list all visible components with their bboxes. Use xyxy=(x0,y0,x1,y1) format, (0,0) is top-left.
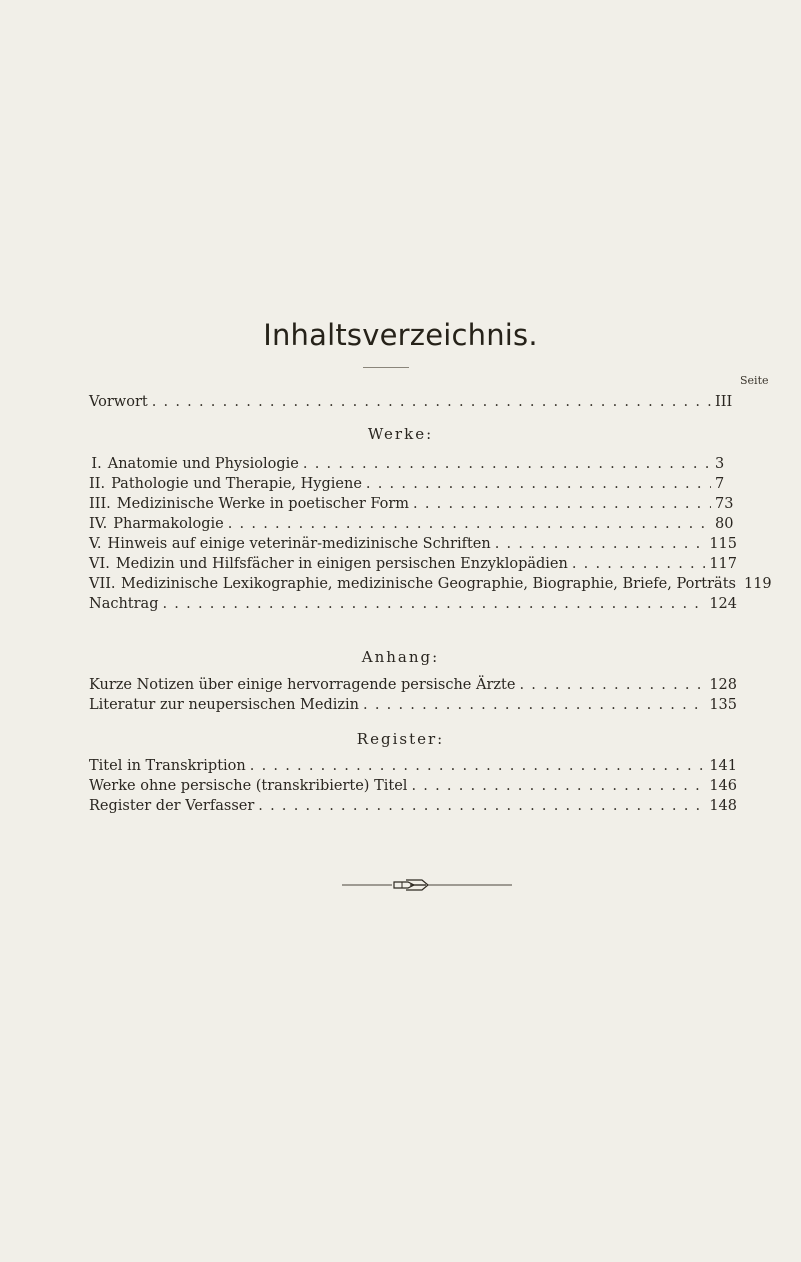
leader-dots xyxy=(228,514,711,534)
toc-entry-vorwort xyxy=(89,392,737,412)
toc-entry-label: Medizinische Werke in poetischer Form xyxy=(116,496,410,512)
leader-dots xyxy=(258,796,705,816)
toc-entry-label: Werke ohne persische (transkribierte) Titel xyxy=(89,778,408,794)
toc-entry xyxy=(89,574,772,594)
toc-entry-number: II. xyxy=(89,476,106,492)
toc-entry xyxy=(89,675,737,695)
page-title: Inhaltsverzeichnis. xyxy=(263,318,538,352)
toc-entry-page: 117 xyxy=(709,556,737,572)
toc-entry-label: Hinweis auf einige veterinär-medizinische Schriften xyxy=(107,536,491,552)
toc-entry-label: Medizinische Lexikographie, medizinische Geographie, Biographie, Briefe, Porträts xyxy=(121,576,736,592)
toc-entry-page: 146 xyxy=(709,778,737,794)
toc-entry-page: 135 xyxy=(709,697,737,713)
leader-dots xyxy=(413,494,711,514)
toc-entry-number: V. xyxy=(89,536,102,552)
toc-entry xyxy=(89,695,737,715)
toc-entry-label: Register der Verfasser xyxy=(89,798,255,814)
toc-entry xyxy=(89,514,737,534)
toc-entry-label: Kurze Notizen über einige hervorragende persische Ärzte xyxy=(89,677,516,693)
leader-dots xyxy=(366,474,711,494)
leader-dots xyxy=(363,695,705,715)
section-heading-anhang: Anhang: xyxy=(361,648,440,666)
leader-dots xyxy=(162,594,705,614)
leader-dots xyxy=(495,534,706,554)
toc-entry-label: Nachtrag xyxy=(89,596,159,612)
toc-entry-label: Titel in Transkription xyxy=(89,758,246,774)
toc-entry-label: Medizin und Hilfsfächer in einigen persischen Enzyklopädien xyxy=(115,556,568,572)
toc-entry-label: Pathologie und Therapie, Hygiene xyxy=(111,476,362,492)
toc-entry xyxy=(89,454,737,474)
toc-entry-page: 119 xyxy=(743,576,772,592)
leader-dots xyxy=(411,776,705,796)
toc-entry-page: 128 xyxy=(709,677,737,693)
leader-dots xyxy=(303,454,711,474)
toc-entry-page: 124 xyxy=(709,596,737,612)
toc-entry-label: Pharmakologie xyxy=(113,516,224,532)
toc-entry-page: 80 xyxy=(715,516,734,532)
toc-entry-number: III. xyxy=(89,496,111,512)
leader-dots xyxy=(572,554,705,574)
toc-entry-page: 115 xyxy=(709,536,737,552)
page-column-label: Seite xyxy=(740,374,769,387)
toc-entry xyxy=(89,534,737,554)
toc-entry-label: Anatomie und Physiologie xyxy=(107,456,299,472)
toc-entry xyxy=(89,776,737,796)
toc-entry-label: Literatur zur neupersischen Medizin xyxy=(89,697,359,713)
toc-entry-page: 148 xyxy=(709,798,737,814)
toc-entry-number: IV. xyxy=(89,516,108,532)
toc-entry xyxy=(89,756,737,776)
toc-entry-page: 3 xyxy=(715,456,725,472)
toc-entry xyxy=(89,796,737,816)
ornament-divider xyxy=(342,878,512,892)
toc-entry-page: III xyxy=(715,394,733,410)
section-heading-werke: Werke: xyxy=(367,425,434,443)
toc-entry-page: 141 xyxy=(709,758,737,774)
toc-entry xyxy=(89,554,737,574)
section-heading-register: Register: xyxy=(356,730,445,748)
leader-dots xyxy=(519,675,705,695)
toc-entry-number: VII. xyxy=(89,576,116,592)
toc-entry-page: 73 xyxy=(715,496,734,512)
toc-entry-label: Vorwort xyxy=(89,394,148,410)
toc-entry xyxy=(89,494,737,514)
leader-dots xyxy=(152,392,711,412)
leader-dots xyxy=(250,756,706,776)
toc-entry-page: 7 xyxy=(715,476,725,492)
toc-entry-number: I. xyxy=(91,456,102,472)
toc-entry-nachtrag xyxy=(89,594,737,614)
toc-entry-number: VI. xyxy=(89,556,110,572)
title-rule xyxy=(363,367,409,368)
toc-entry xyxy=(89,474,737,494)
